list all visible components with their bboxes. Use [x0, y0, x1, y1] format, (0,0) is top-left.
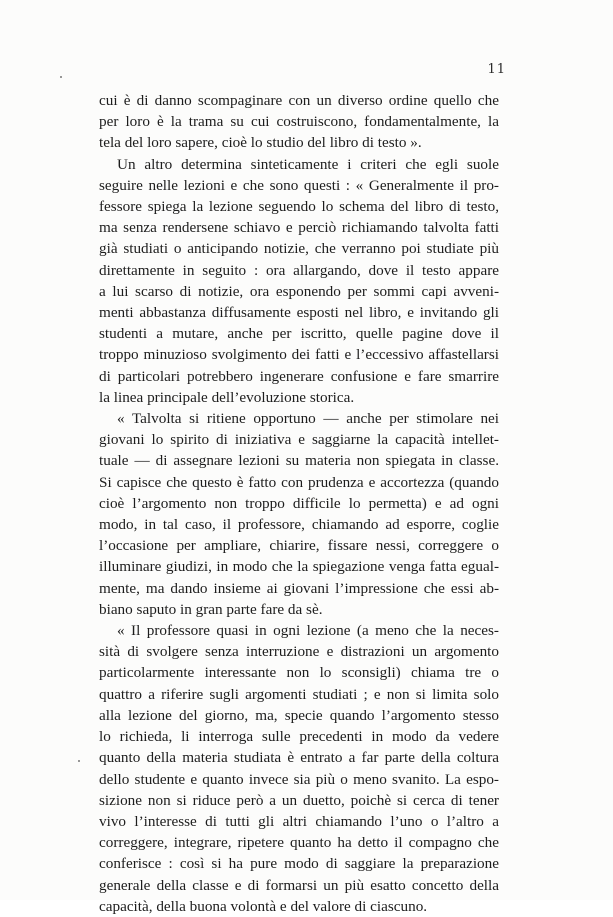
text-line: per loro è la trama su cui costruiscono, fondamentalmente, la — [99, 113, 499, 131]
paragraph — [99, 90, 499, 154]
text-line: mente, ma dando insieme ai giovani l’impressione che essi ab- — [99, 579, 499, 597]
paragraph — [99, 620, 499, 917]
page-number: 11 — [487, 62, 506, 77]
text-line: biano saputo in gran parte fare da sè. — [99, 600, 323, 618]
text-line: direttamente in seguito : ora allargando, dove il testo appare — [99, 261, 499, 279]
text-line: generale della classe e di formarsi un più esatto concetto della — [99, 876, 499, 894]
text-line: illuminare giudizi, in modo che la spiegazione venga fatta egual- — [99, 558, 499, 576]
text-line: quattro a riferire sugli argomenti studiati ; e non si limita solo — [99, 685, 499, 703]
text-line: cui è di danno scompaginare con un diverso ordine quello che — [99, 92, 499, 109]
text-line: ma senza rendersene schiavo e perciò richiamando talvolta fatti — [99, 219, 499, 237]
text-line: studenti a mutare, anche per iscritto, quelle pagine dove il — [99, 325, 499, 343]
text-line: di particolari potrebbero ingenerare confusione e fare smarrire — [99, 367, 499, 385]
text-line: lo richieda, li interroga sulle precedenti in modo da vedere — [99, 728, 499, 746]
text-line: dello studente e quanto invece sia più o meno svanito. La espo- — [99, 770, 499, 788]
text-line: modo, in tal caso, il professore, chiamando ad esporre, coglie — [99, 516, 499, 534]
text-line: sità di svolgere senza interruzione e distrazioni un argomento — [99, 643, 499, 661]
text-line: Si capisce che questo è fatto con prudenza e accortezza (quando — [99, 473, 499, 491]
text-line: sizione non si riduce però a un duetto, poichè si cerca di tener — [99, 791, 499, 809]
text-line: seguire nelle lezioni e che sono questi : « Generalmente il pro- — [99, 176, 499, 194]
text-line: già studiati o anticipando notizie, che verranno poi studiate più — [99, 240, 499, 258]
text-line: tela del loro sapere, cioè lo studio del libro di testo ». — [99, 134, 422, 152]
text-line: giovani lo spirito di iniziativa e saggiarne la capacità intellet- — [99, 431, 499, 449]
text-line: alla lezione del giorno, ma, specie quando l’argomento stesso — [99, 706, 499, 724]
text-line: menti abbastanza diffusamente esposti nel libro, e invitando gli — [99, 304, 499, 322]
text-line: troppo minuzioso svolgimento dei fatti e l’eccessivo affastellarsi — [99, 346, 499, 364]
text-line: cioè l’argomento non troppo difficile lo permetta) e ad ogni — [99, 494, 499, 512]
paragraph — [99, 408, 499, 620]
paragraph — [99, 154, 499, 408]
text-line: fessore spiega la lezione seguendo lo schema del libro di testo, — [99, 198, 499, 216]
body-text — [99, 90, 499, 917]
text-line: tuale — di assegnare lezioni su materia non spiegata in classe. — [99, 452, 499, 470]
text-line: a lui scarso di notizie, ora esponendo per sommi capi avveni- — [99, 282, 499, 300]
text-line: « Talvolta si ritiene opportuno — anche per stimolare nei — [117, 410, 499, 428]
text-line: vivo l’interesse di tutti gli altri chiamando l’uno o l’altro a — [99, 812, 499, 830]
text-line: conferisce : così si ha pure modo di saggiare la preparazione — [99, 855, 499, 873]
text-line: Un altro determina sinteticamente i criteri che egli suole — [117, 155, 499, 173]
text-line: correggere, integrare, ripetere quanto ha detto il compagno che — [99, 834, 499, 852]
paper-speck — [60, 76, 62, 78]
text-line: particolarmente interessante non lo sconsigli) chiama tre o — [99, 664, 499, 682]
text-line: l’occasione per ampliare, chiarire, fissare nessi, correggere o — [99, 537, 499, 555]
text-line: capacità, della buona volontà e del valore di ciascuno. — [99, 897, 428, 915]
text-line: « Il professore quasi in ogni lezione (a meno che la neces- — [117, 622, 499, 640]
text-line: la linea principale dell’evoluzione storica. — [99, 388, 355, 406]
text-line: quanto della materia studiata è entrato a far parte della coltura — [99, 749, 499, 767]
paper-speck — [78, 760, 80, 762]
